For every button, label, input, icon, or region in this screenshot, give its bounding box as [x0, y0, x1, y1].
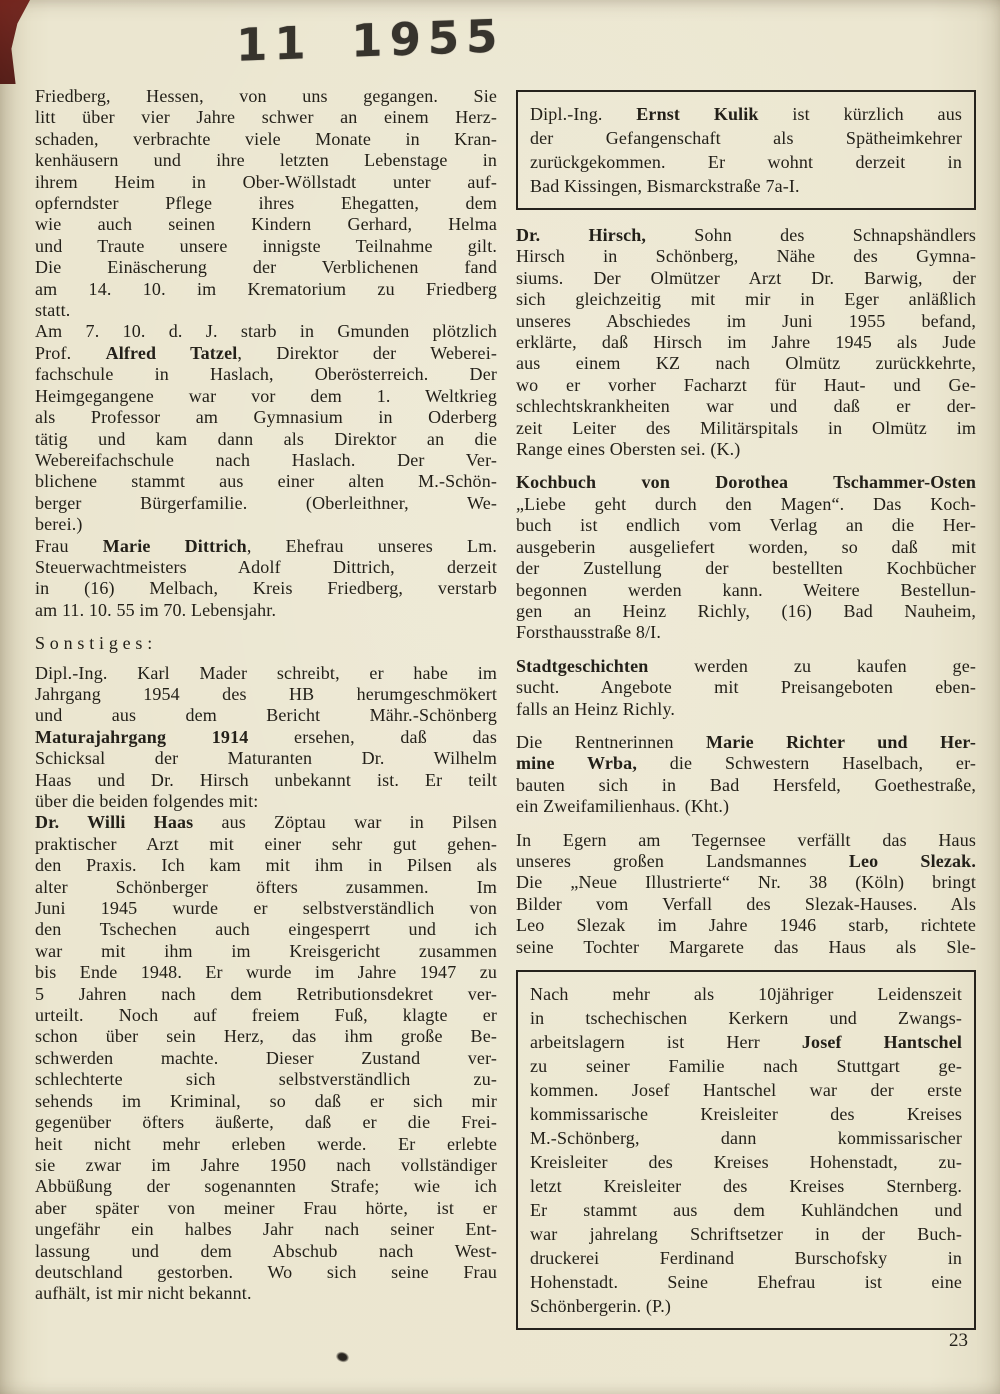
text-line: [516, 472, 976, 493]
text-segment: zurückgekommen. Er wohnt derzeit in: [530, 152, 962, 172]
text-line: [35, 748, 497, 769]
bold-text-segment: Stadtgeschichten: [516, 655, 649, 676]
text-line: [516, 418, 976, 439]
text-segment: Haas und Dr. Hirsch unbekannt ist. Er teilt: [35, 769, 497, 790]
text-line: [35, 279, 497, 300]
text-segment: der Zustellung der bestellten Kochbücher: [516, 558, 976, 579]
news-paragraph: [516, 732, 976, 818]
text-segment: den Tschechen auch eingesperrt und ich: [35, 919, 497, 940]
text-line: [530, 1078, 962, 1102]
text-segment: litt über vier Jahre schwer an einem Herz-: [35, 107, 497, 128]
text-segment: gegenüber öfters äußerte, daß er die Frei-: [35, 1112, 497, 1133]
text-segment: buch ist endlich vom Verlag an die Her-: [516, 515, 976, 536]
news-paragraph: [516, 656, 976, 720]
text-line: [35, 471, 497, 492]
text-line: [516, 268, 976, 289]
text-segment: Hirsch in Schönberg, Nähe des Gymna-: [516, 246, 976, 267]
text-line: [35, 578, 497, 599]
text-segment: sehends im Kriminal, so daß er sich mir: [35, 1090, 497, 1111]
text-segment: erklärte, daß Hirsch im Jahre 1945 als Jude: [516, 332, 976, 353]
text-line: [35, 193, 497, 214]
text-line: [35, 86, 497, 107]
news-paragraph: [35, 86, 497, 321]
news-paragraph: [35, 321, 497, 535]
text-line: [516, 396, 976, 417]
text-segment: heit nicht mehr erleben werde. Er erlebte: [35, 1133, 497, 1154]
text-line: [516, 332, 976, 353]
text-line: [530, 1198, 962, 1222]
text-line: [35, 633, 497, 654]
text-line: [530, 1126, 962, 1150]
text-line: [35, 1176, 497, 1197]
text-segment: den Praxis. Ich kam mit ihm in Pilsen als: [35, 855, 497, 876]
text-segment: ausgeberin ausgeliefert worden, so daß mit: [516, 536, 976, 557]
text-segment: ihrem Heim in Ober-Wöllstadt unter auf-: [35, 171, 497, 192]
text-segment: urteilt. Noch auf freiem Fuß, klagte er: [35, 1005, 497, 1026]
text-line: [516, 225, 976, 246]
text-line: [516, 494, 976, 515]
text-line: [35, 493, 497, 514]
text-line: [516, 851, 976, 872]
text-segment: druckerei Ferdinand Burschofsky in: [530, 1248, 962, 1268]
text-segment: gen an Heinz Richly, (16) Bad Nauheim,: [516, 600, 976, 621]
text-segment: begonnen werden kann. Weitere Bestellun-: [516, 579, 976, 600]
news-paragraph: [516, 225, 976, 460]
column-left: [35, 86, 497, 1305]
text-segment: Die Einäscherung der Verblichenen fand: [35, 257, 497, 278]
text-segment: schlechtskrankheiten war und daß er der-: [516, 396, 976, 417]
text-segment: sucht. Angebote mit Preisangeboten eben-: [516, 677, 976, 698]
text-segment: , Ehefrau unseres Lm.: [246, 535, 497, 556]
boxed-notice: [516, 90, 976, 210]
text-segment: alter Schönberger öfters zusammen. Im: [35, 876, 497, 897]
bold-text-segment: mine Wrba,: [516, 753, 637, 774]
text-line: [35, 1283, 497, 1304]
text-segment: berger Bürgerfamilie. (Oberleithner, We-: [35, 492, 497, 513]
text-line: [530, 1246, 962, 1270]
binding-edge-artifact: [0, 0, 30, 84]
bold-text-segment: Dr. Hirsch,: [516, 225, 647, 245]
text-segment: statt.: [35, 300, 71, 321]
text-line: [35, 536, 497, 557]
text-line: [516, 656, 976, 677]
text-line: [35, 129, 497, 150]
text-line: [516, 677, 976, 698]
bold-text-segment: Maturajahrgang 1914: [35, 726, 249, 747]
bold-text-segment: Josef Hantschel: [801, 1032, 962, 1052]
text-segment: ungefähr ein halbes Jahr nach seiner Ent-: [35, 1219, 497, 1240]
text-line: [35, 898, 497, 919]
text-line: [35, 834, 497, 855]
text-line: [530, 1030, 962, 1054]
text-line: [35, 450, 497, 471]
text-segment: Nach mehr als 10jähriger Leidenszeit: [530, 984, 962, 1004]
text-line: [35, 1091, 497, 1112]
text-line: [35, 727, 497, 748]
text-line: [35, 150, 497, 171]
ink-smudge: [335, 1350, 350, 1364]
text-segment: ein Zweifamilienhaus. (Kht.): [516, 796, 730, 817]
text-line: [35, 514, 497, 535]
text-line: [530, 982, 962, 1006]
text-line: [516, 558, 976, 579]
text-line: [35, 1005, 497, 1026]
text-line: [516, 915, 976, 936]
text-line: [35, 1026, 497, 1047]
text-segment: unseres großen Landsmannes: [516, 850, 849, 871]
text-segment: kenhäusern und ihre letzten Lebenstage in: [35, 150, 497, 171]
text-segment: Forsthausstraße 8/I.: [516, 622, 661, 643]
text-line: [516, 937, 976, 958]
text-line: [35, 364, 497, 385]
text-segment: deutschland gestorben. Wo sich seine Frau: [35, 1261, 497, 1282]
text-segment: aus Zöptau war in Pilsen: [193, 812, 497, 833]
bold-text-segment: Marie Dittrich: [102, 535, 247, 556]
text-segment: war mit ihm im Kreisgericht zusammen: [35, 940, 497, 961]
text-line: [516, 830, 976, 851]
text-line: [35, 343, 497, 364]
text-line: [35, 1241, 497, 1262]
text-line: [516, 699, 976, 720]
text-line: [530, 1270, 962, 1294]
text-line: [530, 126, 962, 150]
text-line: [530, 1054, 962, 1078]
text-segment: Heimgegangene war vor dem 1. Weltkrieg: [35, 385, 497, 406]
text-segment: Abbüßung der sogenannten Strafe; wie ich: [35, 1176, 497, 1197]
text-segment: in (16) Melbach, Kreis Friedberg, verstarb: [35, 578, 497, 599]
text-segment: und Traute unsere innigste Teilnahme gilt.: [35, 235, 497, 256]
text-line: [35, 1198, 497, 1219]
text-segment: Schönbergerin. (P.): [530, 1296, 671, 1316]
bold-text-segment: Ernst Kulik: [636, 104, 759, 124]
text-line: [35, 429, 497, 450]
issue-stamp: 11 1955: [236, 9, 505, 72]
text-segment: schon über sein Herz, das ihm große Be-: [35, 1026, 497, 1047]
text-line: [35, 107, 497, 128]
text-segment: aber später von meiner Frau hörte, ist er: [35, 1197, 497, 1218]
text-segment: letzt Kreisleiter des Kreises Sternberg.: [530, 1176, 962, 1196]
text-segment: Sohn des Schnapshändlers: [646, 225, 977, 245]
text-line: [516, 775, 976, 796]
text-line: [516, 732, 976, 753]
text-line: [35, 300, 497, 321]
text-segment: zu seiner Familie nach Stuttgart ge-: [530, 1056, 962, 1076]
news-paragraph: [35, 663, 497, 813]
bold-text-segment: Alfred Tatzel: [105, 342, 238, 363]
text-segment: Er stammt aus dem Kuhländchen und: [530, 1200, 962, 1220]
text-segment: Range eines Obersten sei. (K.): [516, 439, 741, 460]
news-paragraph: [35, 812, 497, 1304]
text-segment: praktischer Arzt mit einer sehr gut gehen-: [35, 833, 497, 854]
text-segment: ersehen, daß das: [248, 726, 497, 747]
text-line: [516, 289, 976, 310]
text-segment: die Schwestern Haselbach, er-: [636, 753, 976, 774]
text-segment: Dipl.-Ing. Karl Mader schreibt, er habe im: [35, 662, 497, 683]
text-line: [516, 375, 976, 396]
text-line: [35, 214, 497, 235]
text-segment: kommen. Josef Hantschel war der erste: [530, 1080, 962, 1100]
text-line: [35, 663, 497, 684]
text-segment: arbeitslagern ist Herr: [530, 1032, 802, 1052]
text-segment: ist kürzlich aus: [758, 104, 963, 124]
text-segment: Am 7. 10. d. J. starb in Gmunden plötzlich: [35, 321, 497, 342]
text-segment: fachschule in Haslach, Oberösterreich. Der: [35, 364, 497, 385]
text-segment: Die „Neue Illustrierte“ Nr. 38 (Köln) bringt: [516, 872, 976, 893]
text-line: [516, 311, 976, 332]
text-line: [35, 407, 497, 428]
text-segment: und aus dem Bericht Mähr.-Schönberg: [35, 705, 497, 726]
text-line: [35, 1048, 497, 1069]
text-segment: am 11. 10. 55 im 70. Lebensjahr.: [35, 599, 277, 620]
text-segment: siums. Der Olmützer Arzt Dr. Barwig, der: [516, 267, 976, 288]
text-segment: werden zu kaufen ge-: [648, 655, 976, 676]
text-segment: Prof.: [35, 342, 106, 363]
text-line: [530, 1294, 962, 1318]
text-line: [35, 1262, 497, 1283]
text-segment: Friedberg, Hessen, von uns gegangen. Sie: [35, 86, 497, 106]
text-segment: aufhält, ist mir nicht bekannt.: [35, 1283, 252, 1304]
text-line: [35, 919, 497, 940]
text-line: [35, 386, 497, 407]
text-line: [35, 962, 497, 983]
text-line: [516, 353, 976, 374]
section-heading: [35, 633, 497, 654]
text-line: [35, 877, 497, 898]
text-segment: lassung und dem Abschub nach West-: [35, 1240, 497, 1261]
text-line: [35, 791, 497, 812]
text-segment: berei.): [35, 514, 83, 535]
text-segment: am 14. 10. im Krematorium zu Friedberg: [35, 278, 497, 299]
text-line: [35, 600, 497, 621]
text-line: [35, 770, 497, 791]
text-line: [35, 1069, 497, 1090]
text-line: [35, 557, 497, 578]
text-line: [516, 622, 976, 643]
text-segment: schwerden machte. Dieser Zustand ver-: [35, 1047, 497, 1068]
text-segment: wo er vorher Facharzt für Haut- und Ge-: [516, 374, 976, 395]
text-segment: bis Ende 1948. Er wurde im Jahre 1947 zu: [35, 962, 497, 983]
text-line: [530, 1102, 962, 1126]
bold-text-segment: Leo Slezak.: [848, 850, 976, 871]
text-line: [530, 174, 962, 198]
bold-text-segment: Marie Richter und Her-: [706, 731, 976, 752]
text-segment: Webereifachschule nach Haslach. Der Ver-: [35, 449, 497, 470]
text-segment: opferndster Pflege ihres Ehegatten, dem: [35, 193, 497, 214]
text-line: [516, 537, 976, 558]
text-segment: M.-Schönberg, dann kommissarischer: [530, 1128, 962, 1148]
column-right: [516, 90, 976, 1345]
text-line: [516, 601, 976, 622]
text-line: [530, 150, 962, 174]
page-number: 23: [949, 1330, 968, 1351]
bold-text-segment: Kochbuch von Dorothea Tschammer-Osten: [516, 472, 976, 493]
text-segment: zeit Leiter des Militärspitals in Olmütz im: [516, 417, 976, 438]
text-line: [35, 941, 497, 962]
bold-text-segment: Dr. Willi Haas: [35, 812, 194, 833]
text-segment: , Direktor der Weberei-: [237, 342, 497, 363]
text-segment: in tschechischen Kerkern und Zwangs-: [530, 1008, 962, 1028]
text-segment: bauten sich in Bad Hersfeld, Goethestraße,: [516, 774, 976, 795]
text-segment: sich gleichzeitig mit mir in Eger anläßlich: [516, 289, 976, 310]
text-line: [516, 753, 976, 774]
text-segment: der Gefangenschaft als Spätheimkehrer: [530, 128, 962, 148]
text-segment: Bilder vom Verfall des Slezak-Hauses. Als: [516, 893, 976, 914]
text-segment: „Liebe geht durch den Magen“. Das Koch-: [516, 493, 976, 514]
text-segment: 5 Jahren nach dem Retributionsdekret ver-: [35, 983, 497, 1004]
text-segment: Frau: [35, 535, 103, 556]
text-segment: Dipl.-Ing.: [530, 104, 637, 124]
text-line: [35, 1134, 497, 1155]
text-segment: seine Tochter Margarete das Haus als Sle-: [516, 936, 976, 957]
text-segment: sie zwar im Jahre 1950 nach vollständiger: [35, 1154, 497, 1175]
text-line: [516, 246, 976, 267]
text-segment: schlechterte sich selbstverständlich zu-: [35, 1069, 497, 1090]
news-paragraph: [35, 536, 497, 622]
text-line: [35, 1219, 497, 1240]
text-line: [516, 894, 976, 915]
text-line: [530, 1150, 962, 1174]
text-line: [35, 321, 497, 342]
text-line: [516, 796, 976, 817]
text-segment: aus einem KZ nach Olmütz zurückkehrte,: [516, 353, 976, 374]
text-segment: Hohenstadt. Seine Ehefrau ist eine: [530, 1272, 962, 1292]
text-segment: unseres Abschiedes im Juni 1955 befand,: [516, 310, 976, 331]
boxed-notice: [516, 970, 976, 1330]
text-line: [516, 580, 976, 601]
text-segment: Juni 1945 wurde er selbstverständlich von: [35, 898, 497, 919]
text-line: [530, 1222, 962, 1246]
text-segment: In Egern am Tegernsee verfällt das Haus: [516, 829, 976, 850]
text-line: [35, 1112, 497, 1133]
text-line: [516, 439, 976, 460]
text-segment: S o n s t i g e s :: [35, 633, 153, 654]
text-line: [35, 684, 497, 705]
text-segment: Kreisleiter des Kreises Hohenstadt, zu-: [530, 1152, 962, 1172]
text-segment: Schicksal der Maturanten Dr. Wilhelm: [35, 748, 497, 769]
text-line: [530, 1174, 962, 1198]
text-line: [530, 102, 962, 126]
text-line: [530, 1006, 962, 1030]
text-segment: Jahrgang 1954 des HB herumgeschmökert: [35, 683, 497, 704]
text-line: [35, 855, 497, 876]
text-segment: tätig und kam dann als Direktor an die: [35, 428, 497, 449]
text-segment: kommissarische Kreisleiter des Kreises: [530, 1104, 962, 1124]
text-segment: falls an Heinz Richly.: [516, 698, 676, 719]
text-line: [35, 1155, 497, 1176]
text-line: [35, 257, 497, 278]
text-segment: als Professor am Gymnasium in Oderberg: [35, 407, 497, 428]
news-paragraph: [516, 472, 976, 643]
text-line: [516, 872, 976, 893]
text-segment: über die beiden folgendes mit:: [35, 791, 259, 811]
text-segment: Bad Kissingen, Bismarckstraße 7a-I.: [530, 176, 800, 196]
text-segment: war jahrelang Schriftsetzer in der Buch-: [530, 1224, 962, 1244]
text-segment: Steuerwachtmeisters Adolf Dittrich, derzeit: [35, 556, 497, 577]
text-segment: Die Rentnerinnen: [516, 731, 706, 752]
news-paragraph: [516, 830, 976, 958]
text-line: [35, 984, 497, 1005]
text-line: [35, 705, 497, 726]
text-segment: wie auch seinen Kindern Gerhard, Helma: [35, 214, 497, 235]
text-segment: Leo Slezak im Jahre 1946 starb, richtete: [516, 915, 976, 936]
text-line: [35, 812, 497, 833]
text-line: [35, 172, 497, 193]
text-line: [35, 236, 497, 257]
text-line: [516, 515, 976, 536]
text-segment: schaden, verbrachte viele Monate in Kran-: [35, 128, 497, 149]
text-segment: blichene stammt aus einer alten M.-Schön-: [35, 471, 497, 492]
